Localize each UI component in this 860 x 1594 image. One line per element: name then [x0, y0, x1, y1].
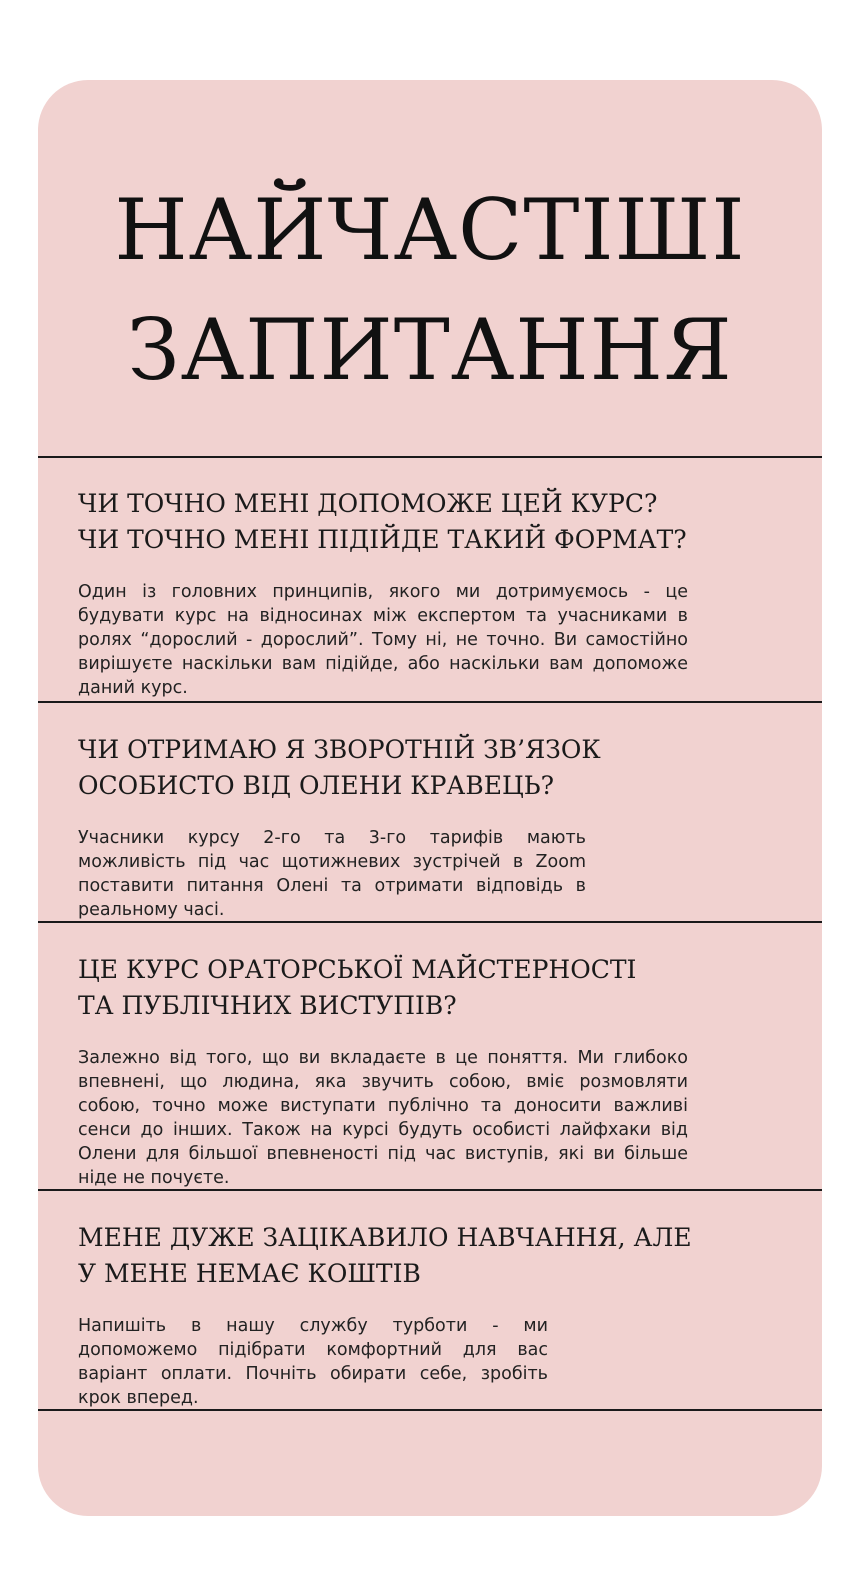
faq-question-line: МЕНЕ ДУЖЕ ЗАЦІКАВИЛО НАВЧАННЯ, АЛЕ — [78, 1223, 692, 1252]
faq-question-line: У МЕНЕ НЕМАЄ КОШТІВ — [78, 1259, 421, 1288]
faq-question-line: ОСОБИСТО ВІД ОЛЕНИ КРАВЕЦЬ? — [78, 771, 554, 800]
faq-card — [38, 80, 822, 1516]
page-title — [38, 170, 822, 410]
section-divider — [38, 1189, 822, 1191]
faq-question — [78, 952, 698, 1024]
faq-item-oratory — [78, 952, 698, 1190]
faq-question — [78, 1220, 698, 1292]
faq-question-line: ЦЕ КУРС ОРАТОРСЬКОЇ МАЙСТЕРНОСТІ — [78, 955, 637, 984]
faq-question-line: ЧИ ТОЧНО МЕНІ ПІДІЙДЕ ТАКИЙ ФОРМАТ? — [78, 525, 687, 554]
section-divider — [38, 456, 822, 458]
faq-question-line: ЧИ ТОЧНО МЕНІ ДОПОМОЖЕ ЦЕЙ КУРС? — [78, 489, 658, 518]
section-divider — [38, 701, 822, 703]
faq-question-line: ЧИ ОТРИМАЮ Я ЗВОРОТНІЙ ЗВ’ЯЗОК — [78, 735, 601, 764]
faq-answer: Залежно від того, що ви вкладаєте в це поняття. Ми глибоко впевнені, що людина, яка звучить собою, вміє розмовляти собою, точно може виступати публічно та доносити важливі сенси до інших. Також на курсі будуть особисті лайфхаки від Олени для більшої впевненості під час виступів, які ви більше ніде не почуєте. — [78, 1048, 688, 1188]
faq-question — [78, 486, 698, 558]
faq-answer: Учасники курсу 2-го та 3-го тарифів мають можливість під час щотижневих зустрічей в Zoom поставити питання Олені та отримати відповідь в реальному часі. — [78, 828, 586, 920]
faq-question — [78, 732, 698, 804]
faq-question-line: ТА ПУБЛІЧНИХ ВИСТУПІВ? — [78, 991, 457, 1020]
section-divider — [38, 921, 822, 923]
section-divider — [38, 1409, 822, 1411]
page-title-line-2: ЗАПИТАННЯ — [127, 301, 733, 399]
faq-answer: Напишіть в нашу службу турботи - ми допоможемо підібрати комфортний для вас варіант оплати. Почніть обирати себе, зробіть крок вперед. — [78, 1316, 548, 1408]
faq-item-feedback — [78, 732, 698, 922]
faq-item-course-help — [78, 486, 698, 700]
page-title-line-1: НАЙЧАСТІШІ — [114, 181, 746, 279]
faq-answer: Один із головних принципів, якого ми дотримуємось - це будувати курс на відносинах між експертом та учасниками в ролях “дорослий - дорослий”. Тому ні, не точно. Ви самостійно вирішуєте наскільки вам підійде, або наскільки вам допоможе даний курс. — [78, 582, 688, 698]
faq-item-no-funds — [78, 1220, 698, 1410]
